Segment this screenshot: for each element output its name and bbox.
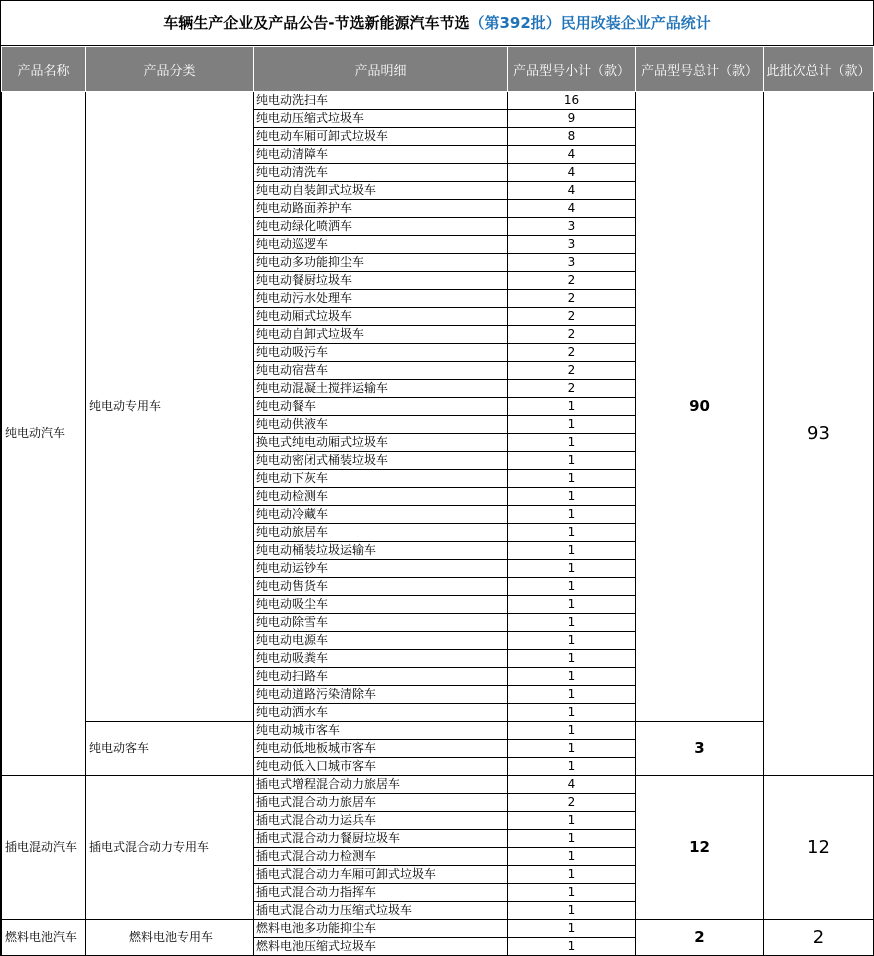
product-detail-cell: 插电式混合动力检测车 bbox=[254, 848, 508, 866]
table-header bbox=[2, 47, 874, 92]
model-subtotal-cell: 4 bbox=[508, 776, 636, 794]
product-detail-cell: 纯电动厢式垃圾车 bbox=[254, 308, 508, 326]
product-detail-cell: 插电式混合动力指挥车 bbox=[254, 884, 508, 902]
model-subtotal-cell: 1 bbox=[508, 884, 636, 902]
model-total-cell: 3 bbox=[636, 722, 764, 776]
product-category-cell: 插电式混合动力专用车 bbox=[86, 776, 254, 920]
product-detail-cell: 纯电动吸尘车 bbox=[254, 596, 508, 614]
model-subtotal-cell: 1 bbox=[508, 722, 636, 740]
product-detail-cell: 燃料电池多功能抑尘车 bbox=[254, 920, 508, 938]
model-subtotal-cell: 1 bbox=[508, 596, 636, 614]
product-detail-cell: 纯电动运钞车 bbox=[254, 560, 508, 578]
model-subtotal-cell: 1 bbox=[508, 416, 636, 434]
product-category-cell: 纯电动客车 bbox=[86, 722, 254, 776]
model-subtotal-cell: 1 bbox=[508, 452, 636, 470]
product-table bbox=[1, 46, 874, 956]
product-detail-cell: 插电式混合动力运兵车 bbox=[254, 812, 508, 830]
model-subtotal-cell: 2 bbox=[508, 362, 636, 380]
product-detail-cell: 纯电动车厢可卸式垃圾车 bbox=[254, 128, 508, 146]
model-subtotal-cell: 2 bbox=[508, 344, 636, 362]
product-detail-cell: 纯电动吸污车 bbox=[254, 344, 508, 362]
table-row bbox=[2, 92, 874, 110]
product-detail-cell: 纯电动吸粪车 bbox=[254, 650, 508, 668]
model-subtotal-cell: 1 bbox=[508, 920, 636, 938]
product-name-cell: 纯电动汽车 bbox=[2, 92, 86, 776]
product-detail-cell: 纯电动路面养护车 bbox=[254, 200, 508, 218]
model-subtotal-cell: 1 bbox=[508, 848, 636, 866]
model-subtotal-cell: 1 bbox=[508, 686, 636, 704]
header-batch-total: 此批次总计（款） bbox=[764, 47, 874, 92]
product-detail-cell: 纯电动低地板城市客车 bbox=[254, 740, 508, 758]
model-subtotal-cell: 1 bbox=[508, 506, 636, 524]
model-subtotal-cell: 4 bbox=[508, 200, 636, 218]
batch-total-cell: 93 bbox=[764, 92, 874, 776]
table-body bbox=[2, 92, 874, 956]
product-detail-cell: 纯电动下灰车 bbox=[254, 470, 508, 488]
product-detail-cell: 纯电动低入口城市客车 bbox=[254, 758, 508, 776]
model-subtotal-cell: 1 bbox=[508, 650, 636, 668]
table-row bbox=[2, 722, 874, 740]
model-subtotal-cell: 1 bbox=[508, 434, 636, 452]
header-model-subtotal: 产品型号小计（款） bbox=[508, 47, 636, 92]
model-subtotal-cell: 1 bbox=[508, 812, 636, 830]
header-product-name: 产品名称 bbox=[2, 47, 86, 92]
product-name-cell: 插电混动汽车 bbox=[2, 776, 86, 920]
model-subtotal-cell: 1 bbox=[508, 470, 636, 488]
product-detail-cell: 换电式纯电动厢式垃圾车 bbox=[254, 434, 508, 452]
model-subtotal-cell: 4 bbox=[508, 146, 636, 164]
product-detail-cell: 燃料电池压缩式垃圾车 bbox=[254, 938, 508, 956]
product-detail-cell: 纯电动检测车 bbox=[254, 488, 508, 506]
model-subtotal-cell: 1 bbox=[508, 866, 636, 884]
product-detail-cell: 纯电动多功能抑尘车 bbox=[254, 254, 508, 272]
model-subtotal-cell: 1 bbox=[508, 578, 636, 596]
product-detail-cell: 纯电动桶装垃圾运输车 bbox=[254, 542, 508, 560]
model-subtotal-cell: 2 bbox=[508, 272, 636, 290]
model-subtotal-cell: 16 bbox=[508, 92, 636, 110]
product-detail-cell: 纯电动混凝土搅拌运输车 bbox=[254, 380, 508, 398]
model-subtotal-cell: 1 bbox=[508, 830, 636, 848]
model-subtotal-cell: 9 bbox=[508, 110, 636, 128]
model-subtotal-cell: 1 bbox=[508, 542, 636, 560]
model-subtotal-cell: 1 bbox=[508, 758, 636, 776]
product-detail-cell: 纯电动道路污染清除车 bbox=[254, 686, 508, 704]
product-detail-cell: 纯电动清障车 bbox=[254, 146, 508, 164]
product-name-cell: 燃料电池汽车 bbox=[2, 920, 86, 956]
model-subtotal-cell: 3 bbox=[508, 254, 636, 272]
product-detail-cell: 纯电动扫路车 bbox=[254, 668, 508, 686]
header-model-total: 产品型号总计（款） bbox=[636, 47, 764, 92]
table-row bbox=[2, 776, 874, 794]
product-detail-cell: 纯电动宿营车 bbox=[254, 362, 508, 380]
product-detail-cell: 纯电动巡逻车 bbox=[254, 236, 508, 254]
model-subtotal-cell: 1 bbox=[508, 560, 636, 578]
batch-total-cell: 2 bbox=[764, 920, 874, 956]
header-row bbox=[2, 47, 874, 92]
model-subtotal-cell: 1 bbox=[508, 524, 636, 542]
model-subtotal-cell: 2 bbox=[508, 308, 636, 326]
product-detail-cell: 纯电动洗扫车 bbox=[254, 92, 508, 110]
product-detail-cell: 纯电动清洗车 bbox=[254, 164, 508, 182]
table-row bbox=[2, 920, 874, 938]
product-detail-cell: 纯电动洒水车 bbox=[254, 704, 508, 722]
product-category-cell: 纯电动专用车 bbox=[86, 92, 254, 722]
product-detail-cell: 纯电动餐厨垃圾车 bbox=[254, 272, 508, 290]
model-subtotal-cell: 4 bbox=[508, 182, 636, 200]
title-batch: （第392批） bbox=[469, 14, 561, 32]
product-detail-cell: 纯电动售货车 bbox=[254, 578, 508, 596]
model-subtotal-cell: 2 bbox=[508, 326, 636, 344]
product-detail-cell: 纯电动自装卸式垃圾车 bbox=[254, 182, 508, 200]
sheet-title bbox=[1, 1, 873, 46]
model-subtotal-cell: 4 bbox=[508, 164, 636, 182]
product-detail-cell: 纯电动压缩式垃圾车 bbox=[254, 110, 508, 128]
product-detail-cell: 纯电动自卸式垃圾车 bbox=[254, 326, 508, 344]
model-subtotal-cell: 1 bbox=[508, 704, 636, 722]
product-detail-cell: 纯电动餐车 bbox=[254, 398, 508, 416]
model-subtotal-cell: 1 bbox=[508, 938, 636, 956]
product-detail-cell: 纯电动冷藏车 bbox=[254, 506, 508, 524]
title-main: 车辆生产企业及产品公告-节选新能源汽车节选 bbox=[163, 14, 470, 32]
product-detail-cell: 纯电动绿化喷洒车 bbox=[254, 218, 508, 236]
model-subtotal-cell: 3 bbox=[508, 236, 636, 254]
model-subtotal-cell: 1 bbox=[508, 668, 636, 686]
model-subtotal-cell: 2 bbox=[508, 380, 636, 398]
product-detail-cell: 插电式混合动力旅居车 bbox=[254, 794, 508, 812]
model-subtotal-cell: 1 bbox=[508, 740, 636, 758]
product-detail-cell: 插电式混合动力餐厨垃圾车 bbox=[254, 830, 508, 848]
model-total-cell: 12 bbox=[636, 776, 764, 920]
model-total-cell: 2 bbox=[636, 920, 764, 956]
product-detail-cell: 纯电动旅居车 bbox=[254, 524, 508, 542]
batch-total-cell: 12 bbox=[764, 776, 874, 920]
model-total-cell: 90 bbox=[636, 92, 764, 722]
product-detail-cell: 插电式混合动力车厢可卸式垃圾车 bbox=[254, 866, 508, 884]
product-detail-cell: 纯电动电源车 bbox=[254, 632, 508, 650]
model-subtotal-cell: 1 bbox=[508, 614, 636, 632]
header-product-category: 产品分类 bbox=[86, 47, 254, 92]
model-subtotal-cell: 3 bbox=[508, 218, 636, 236]
product-category-cell: 燃料电池专用车 bbox=[86, 920, 254, 956]
product-detail-cell: 插电式增程混合动力旅居车 bbox=[254, 776, 508, 794]
model-subtotal-cell: 8 bbox=[508, 128, 636, 146]
product-detail-cell: 纯电动城市客车 bbox=[254, 722, 508, 740]
model-subtotal-cell: 2 bbox=[508, 794, 636, 812]
product-detail-cell: 纯电动除雪车 bbox=[254, 614, 508, 632]
title-rest: 民用改装企业产品统计 bbox=[560, 14, 711, 32]
header-product-detail: 产品明细 bbox=[254, 47, 508, 92]
model-subtotal-cell: 2 bbox=[508, 290, 636, 308]
product-detail-cell: 纯电动供液车 bbox=[254, 416, 508, 434]
product-detail-cell: 纯电动污水处理车 bbox=[254, 290, 508, 308]
model-subtotal-cell: 1 bbox=[508, 488, 636, 506]
product-detail-cell: 纯电动密闭式桶装垃圾车 bbox=[254, 452, 508, 470]
product-detail-cell: 插电式混合动力压缩式垃圾车 bbox=[254, 902, 508, 920]
model-subtotal-cell: 1 bbox=[508, 632, 636, 650]
model-subtotal-cell: 1 bbox=[508, 902, 636, 920]
model-subtotal-cell: 1 bbox=[508, 398, 636, 416]
